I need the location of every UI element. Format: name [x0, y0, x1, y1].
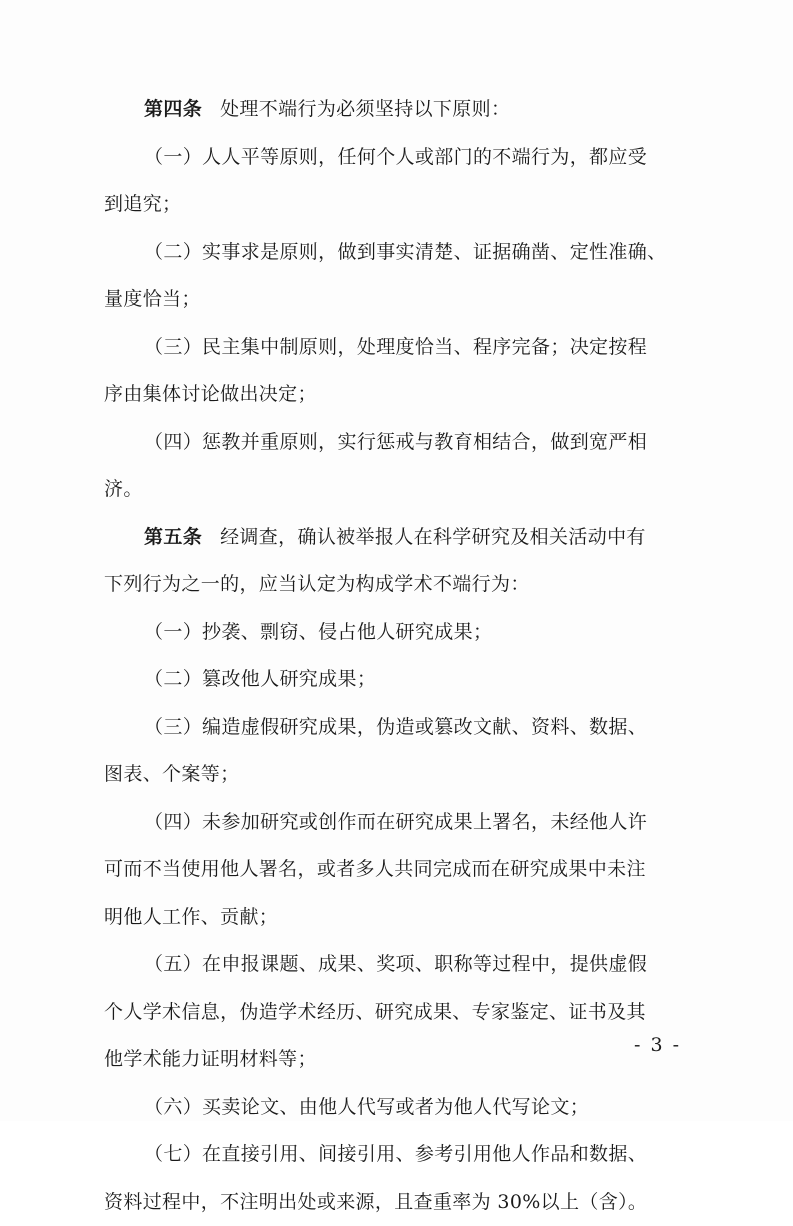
article-5-intro-line-1: 经调查，确认被举报人在科学研究及相关活动中有	[220, 526, 646, 548]
article-5-title: 第五条	[144, 526, 202, 548]
article-5-item-6-line-1: （六）买卖论文、由他人代写或者为他人代写论文；	[104, 1084, 696, 1132]
article-4-item-4-line-2: 济。	[104, 466, 696, 514]
article-4-item-1-line-1: （一）人人平等原则，任何个人或部门的不端行为，都应受	[104, 134, 696, 182]
document-body	[104, 86, 696, 1226]
article-5-item-3-line-1: （三）编造虚假研究成果，伪造或篡改文献、资料、数据、	[104, 704, 696, 752]
article-4-item-4-line-1: （四）惩教并重原则，实行惩戒与教育相结合，做到宽严相	[104, 419, 696, 467]
article-5-item-4-line-3: 明他人工作、贡献；	[104, 894, 696, 942]
article-5-item-1-line-1: （一）抄袭、剽窃、侵占他人研究成果；	[104, 609, 696, 657]
article-5-item-4-line-1: （四）未参加研究或创作而在研究成果上署名，未经他人许	[104, 799, 696, 847]
article-5-item-7-line-1: （七）在直接引用、间接引用、参考引用他人作品和数据、	[104, 1131, 696, 1179]
article-5-item-5-line-3: 他学术能力证明材料等；	[104, 1036, 696, 1084]
page-number: - 3 -	[634, 1034, 681, 1056]
article-4-item-2-line-1: （二）实事求是原则，做到事实清楚、证据确凿、定性准确、	[104, 229, 696, 277]
article-4-heading	[104, 86, 696, 134]
article-5-item-2-line-1: （二）篡改他人研究成果；	[104, 656, 696, 704]
article-5-item-5-line-1: （五）在申报课题、成果、奖项、职称等过程中，提供虚假	[104, 941, 696, 989]
article-4-title: 第四条	[144, 98, 202, 120]
article-4-item-1-line-2: 到追究；	[104, 181, 696, 229]
article-5-item-4-line-2: 可而不当使用他人署名，或者多人共同完成而在研究成果中未注	[104, 846, 696, 894]
article-5-item-5-line-2: 个人学术信息，伪造学术经历、研究成果、专家鉴定、证书及其	[104, 989, 696, 1037]
article-5-heading	[104, 514, 696, 562]
article-5-intro-line-2: 下列行为之一的，应当认定为构成学术不端行为：	[104, 561, 696, 609]
article-5-item-3-line-2: 图表、个案等；	[104, 751, 696, 799]
article-5-item-7-line-2: 资料过程中，不注明出处或来源，且查重率为 30%以上（含）。	[104, 1179, 696, 1226]
article-4-item-3-line-1: （三）民主集中制原则，处理度恰当、程序完备；决定按程	[104, 324, 696, 372]
article-4-intro: 处理不端行为必须坚持以下原则：	[220, 98, 510, 120]
article-4-item-3-line-2: 序由集体讨论做出决定；	[104, 371, 696, 419]
article-4-item-2-line-2: 量度恰当；	[104, 276, 696, 324]
